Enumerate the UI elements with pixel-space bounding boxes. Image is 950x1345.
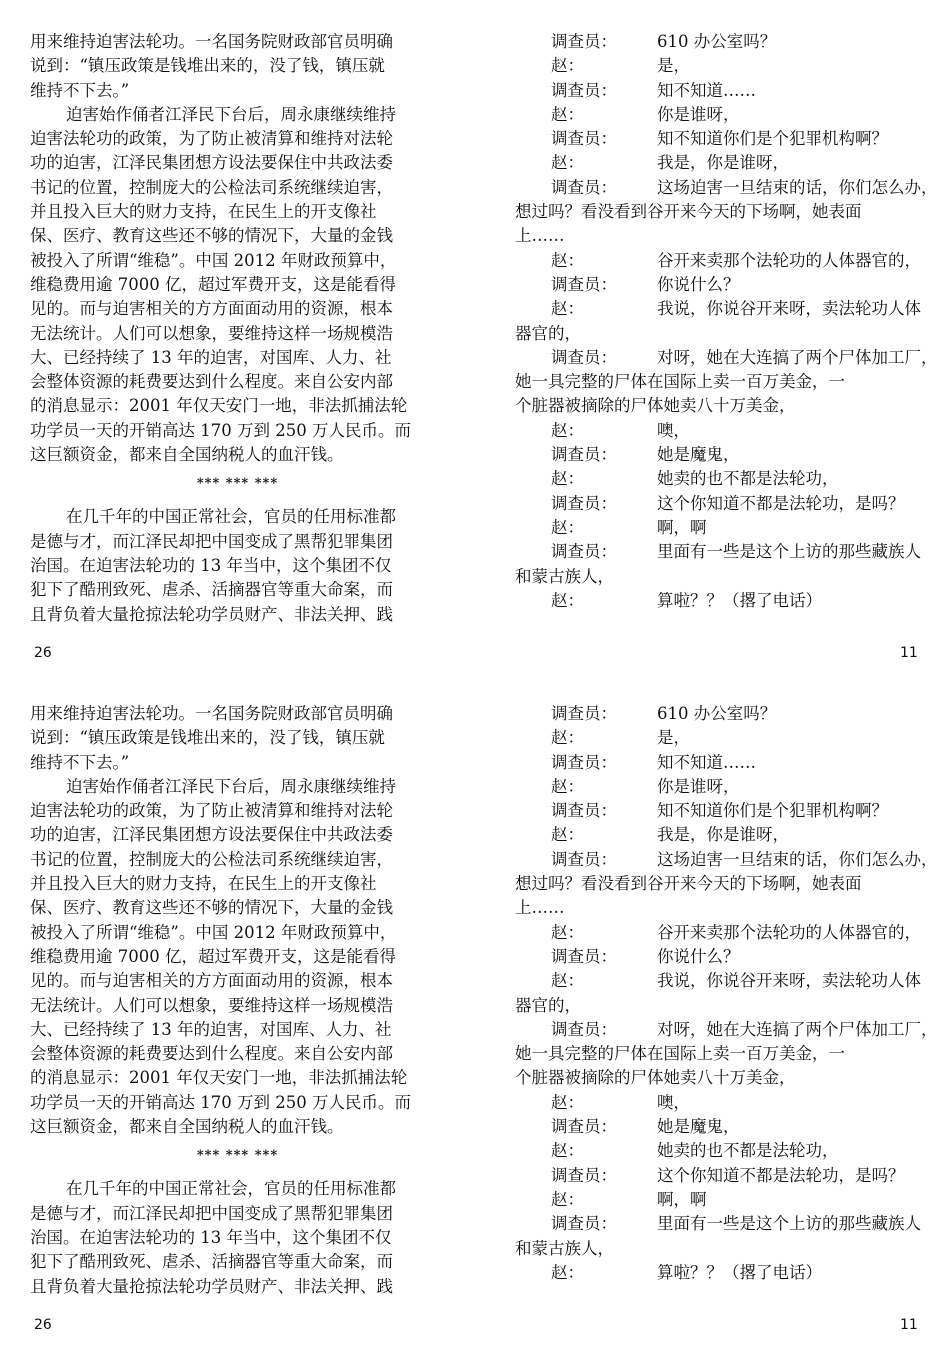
speaker-label: 赵： bbox=[551, 517, 584, 537]
page-spread-bottom bbox=[0, 672, 950, 1344]
utterance-text: 谷开来卖那个法轮功的人体器官的， bbox=[657, 250, 921, 270]
dialogue-line bbox=[515, 589, 920, 613]
speaker-label: 调查员： bbox=[551, 274, 617, 294]
text-line: 无法统计。人们可以想象，要维持这样一场规模浩 bbox=[30, 995, 393, 1015]
text-line: 在几千年的中国正常社会，官员的任用标准都 bbox=[66, 507, 396, 527]
dialogue-line bbox=[515, 945, 920, 969]
speaker-label: 调查员： bbox=[551, 177, 617, 197]
speaker-label: 调查员： bbox=[551, 801, 617, 821]
speaker-label: 调查员： bbox=[551, 1165, 617, 1185]
text-line: 保、医疗、教育这些还不够的情况下，大量的金钱 bbox=[30, 898, 393, 918]
utterance-continuation: 和蒙古族人， bbox=[515, 566, 614, 586]
utterance-continuation: 她一具完整的尸体在国际上卖一百万美金，一 bbox=[515, 372, 845, 392]
speaker-label: 赵： bbox=[551, 776, 584, 796]
utterance-text: 这个你知道不都是法轮功，是吗？ bbox=[657, 1165, 905, 1185]
speaker-label: 调查员： bbox=[551, 445, 617, 465]
page-number-right: 11 bbox=[900, 1317, 918, 1333]
dialogue-line bbox=[515, 249, 920, 273]
utterance-text: 这个你知道不都是法轮功，是吗？ bbox=[657, 493, 905, 513]
text-line: 是德与才，而江泽民却把中国变成了黑帮犯罪集团 bbox=[30, 1203, 393, 1223]
speaker-label: 调查员： bbox=[551, 493, 617, 513]
utterance-continuation: 上…… bbox=[515, 898, 565, 918]
utterance-text: 我是，你是谁呀， bbox=[657, 153, 789, 173]
speaker-label: 调查员： bbox=[551, 1214, 617, 1234]
dialogue-line bbox=[515, 467, 920, 491]
dialogue-line bbox=[515, 1115, 920, 1139]
dialogue-line bbox=[515, 54, 920, 78]
dialogue-line bbox=[515, 823, 920, 847]
text-line: 见的。而与迫害相关的方方面面动用的资源，根本 bbox=[30, 299, 393, 319]
dialogue-line bbox=[515, 297, 920, 321]
text-line: 并且投入巨大的财力支持，在民生上的开支像社 bbox=[30, 874, 377, 894]
utterance-text: 她是魔鬼， bbox=[657, 445, 740, 465]
dialogue-line bbox=[515, 775, 920, 799]
utterance-continuation: 上…… bbox=[515, 226, 565, 246]
dialogue-line bbox=[515, 969, 920, 993]
utterance-text: 噢， bbox=[657, 1092, 690, 1112]
text-line: 被投入了所谓“维稳”。中国 2012 年财政预算中， bbox=[30, 922, 397, 942]
speaker-label: 赵： bbox=[551, 1141, 584, 1161]
speaker-label: 赵： bbox=[551, 250, 584, 270]
speaker-label: 赵： bbox=[551, 1092, 584, 1112]
text-line: 这巨额资金，都来自全国纳税人的血汗钱。 bbox=[30, 1117, 344, 1137]
utterance-text: 谷开来卖那个法轮功的人体器官的， bbox=[657, 922, 921, 942]
utterance-continuation: 器官的， bbox=[515, 323, 581, 343]
text-line: 说到：“镇压政策是钱堆出来的，没了钱，镇压就 bbox=[30, 728, 385, 748]
utterance-text: 知不知道你们是个犯罪机构啊？ bbox=[657, 129, 888, 149]
speaker-label: 调查员： bbox=[551, 946, 617, 966]
right-column bbox=[515, 30, 938, 613]
left-column bbox=[30, 702, 445, 1299]
text-line: 被投入了所谓“维稳”。中国 2012 年财政预算中， bbox=[30, 250, 397, 270]
page-number-left: 26 bbox=[34, 1317, 52, 1333]
utterance-text: 你说什么？ bbox=[657, 274, 740, 294]
utterance-continuation: 想过吗？看没看到谷开来今天的下场啊，她表面 bbox=[515, 202, 862, 222]
speaker-label: 调查员： bbox=[551, 704, 617, 723]
utterance-text: 你是谁呀， bbox=[657, 104, 740, 124]
text-line: 迫害始作俑者江泽民下台后，周永康继续维持 bbox=[66, 776, 396, 796]
utterance-text: 里面有一些是这个上访的那些藏族人 bbox=[657, 1214, 921, 1234]
text-line: 的消息显示：2001 年仅天安门一地，非法抓捕法轮 bbox=[30, 396, 408, 416]
dialogue-line bbox=[515, 127, 920, 151]
text-line: 功学员一天的开销高达 170 万到 250 万人民币。而 bbox=[30, 420, 411, 440]
dialogue-line bbox=[515, 1188, 920, 1212]
text-line: 犯下了酷刑致死、虐杀、活摘器官等重大命案，而 bbox=[30, 580, 393, 600]
utterance-text: 算啦？？（撂了电话） bbox=[657, 1262, 822, 1282]
speaker-label: 赵： bbox=[551, 590, 584, 610]
text-line: 书记的位置，控制庞大的公检法司系统继续迫害， bbox=[30, 177, 393, 197]
text-line: 治国。在迫害法轮功的 13 年当中，这个集团不仅 bbox=[30, 555, 392, 575]
dialogue-line bbox=[515, 751, 920, 775]
text-line: 功的迫害，江泽民集团想方设法要保住中共政法委 bbox=[30, 825, 393, 845]
text-line: 书记的位置，控制庞大的公检法司系统继续迫害， bbox=[30, 849, 393, 869]
dialogue-line bbox=[515, 419, 920, 443]
utterance-text: 610 办公室吗？ bbox=[657, 704, 777, 723]
dialogue-line bbox=[515, 103, 920, 127]
text-line: 大、已经持续了 13 年的迫害，对国库、人力、社 bbox=[30, 347, 392, 367]
speaker-label: 赵： bbox=[551, 728, 584, 748]
text-line: 用来维持迫害法轮功。一名国务院财政部官员明确 bbox=[30, 32, 393, 51]
speaker-label: 调查员： bbox=[551, 80, 617, 100]
dialogue-line bbox=[515, 1261, 920, 1285]
text-line: 这巨额资金，都来自全国纳税人的血汗钱。 bbox=[30, 445, 344, 465]
dialogue-line bbox=[515, 726, 920, 750]
right-column bbox=[515, 702, 938, 1285]
page-spread-top bbox=[0, 0, 950, 672]
text-line: 并且投入巨大的财力支持，在民生上的开支像社 bbox=[30, 202, 377, 222]
text-line: 说到：“镇压政策是钱堆出来的，没了钱，镇压就 bbox=[30, 56, 385, 76]
text-line: 保、医疗、教育这些还不够的情况下，大量的金钱 bbox=[30, 226, 393, 246]
dialogue-line bbox=[515, 702, 920, 726]
utterance-continuation: 想过吗？看没看到谷开来今天的下场啊，她表面 bbox=[515, 874, 862, 894]
text-line: 迫害法轮功的政策，为了防止被清算和维持对法轮 bbox=[30, 129, 393, 149]
left-column bbox=[30, 30, 445, 627]
text-line: 会整体资源的耗费要达到什么程度。来自公安内部 bbox=[30, 1044, 393, 1064]
utterance-text: 我说，你说谷开来呀，卖法轮功人体 bbox=[657, 971, 921, 991]
dialogue-line bbox=[515, 79, 920, 103]
text-line: 迫害始作俑者江泽民下台后，周永康继续维持 bbox=[66, 104, 396, 124]
speaker-label: 赵： bbox=[551, 104, 584, 124]
speaker-label: 赵： bbox=[551, 1262, 584, 1282]
utterance-text: 你说什么？ bbox=[657, 946, 740, 966]
utterance-text: 她卖的也不都是法轮功， bbox=[657, 469, 839, 489]
text-line: 维持不下去。” bbox=[30, 752, 130, 772]
utterance-text: 啊，啊 bbox=[657, 517, 707, 537]
speaker-label: 赵： bbox=[551, 469, 584, 489]
dialogue-line bbox=[515, 176, 938, 200]
speaker-label: 赵： bbox=[551, 420, 584, 440]
section-separator: *** *** *** bbox=[196, 1148, 279, 1164]
text-line: 犯下了酷刑致死、虐杀、活摘器官等重大命案，而 bbox=[30, 1252, 393, 1272]
speaker-label: 调查员： bbox=[551, 542, 617, 562]
speaker-label: 调查员： bbox=[551, 1117, 617, 1137]
speaker-label: 调查员： bbox=[551, 347, 617, 367]
dialogue-line bbox=[515, 516, 920, 540]
text-line: 且背负着大量抢掠法轮功学员财产、非法关押、践 bbox=[30, 604, 393, 624]
utterance-text: 噢， bbox=[657, 420, 690, 440]
utterance-text: 我说，你说谷开来呀，卖法轮功人体 bbox=[657, 299, 921, 319]
speaker-label: 调查员： bbox=[551, 129, 617, 149]
utterance-text: 这场迫害一旦结束的话，你们怎么办， bbox=[657, 849, 938, 869]
speaker-label: 调查员： bbox=[551, 752, 617, 772]
speaker-label: 赵： bbox=[551, 56, 584, 76]
text-line: 会整体资源的耗费要达到什么程度。来自公安内部 bbox=[30, 372, 393, 392]
speaker-label: 调查员： bbox=[551, 1019, 617, 1039]
utterance-text: 我是，你是谁呀， bbox=[657, 825, 789, 845]
utterance-text: 这场迫害一旦结束的话，你们怎么办， bbox=[657, 177, 938, 197]
dialogue-line bbox=[515, 30, 920, 54]
utterance-text: 算啦？？（撂了电话） bbox=[657, 590, 822, 610]
dialogue-line bbox=[515, 1139, 920, 1163]
dialogue-line bbox=[515, 492, 920, 516]
utterance-text: 知不知道…… bbox=[657, 752, 756, 772]
utterance-continuation: 器官的， bbox=[515, 995, 581, 1015]
dialogue-line bbox=[515, 273, 920, 297]
dialogue-line bbox=[515, 921, 920, 945]
text-line: 见的。而与迫害相关的方方面面动用的资源，根本 bbox=[30, 971, 393, 991]
dialogue-line bbox=[515, 1091, 920, 1115]
page-number-right: 11 bbox=[900, 645, 918, 661]
speaker-label: 赵： bbox=[551, 825, 584, 845]
utterance-continuation: 个脏器被摘除的尸体她卖八十万美金， bbox=[515, 396, 796, 416]
speaker-label: 调查员： bbox=[551, 32, 617, 51]
dialogue-line bbox=[515, 799, 920, 823]
dialogue-line bbox=[515, 346, 938, 370]
speaker-label: 赵： bbox=[551, 971, 584, 991]
text-line: 维稳费用逾 7000 亿，超过军费开支，这是能看得 bbox=[30, 274, 396, 294]
utterance-text: 是， bbox=[657, 728, 690, 748]
text-line: 维稳费用逾 7000 亿，超过军费开支，这是能看得 bbox=[30, 946, 396, 966]
speaker-label: 调查员： bbox=[551, 849, 617, 869]
text-line: 是德与才，而江泽民却把中国变成了黑帮犯罪集团 bbox=[30, 531, 393, 551]
utterance-text: 她是魔鬼， bbox=[657, 1117, 740, 1137]
utterance-continuation: 和蒙古族人， bbox=[515, 1238, 614, 1258]
dialogue-line bbox=[515, 1212, 920, 1236]
utterance-text: 对呀，她在大连搞了两个尸体加工厂， bbox=[657, 347, 938, 367]
text-line: 且背负着大量抢掠法轮功学员财产、非法关押、践 bbox=[30, 1276, 393, 1296]
text-line: 治国。在迫害法轮功的 13 年当中，这个集团不仅 bbox=[30, 1227, 392, 1247]
text-line: 用来维持迫害法轮功。一名国务院财政部官员明确 bbox=[30, 704, 393, 723]
section-separator: *** *** *** bbox=[196, 476, 279, 492]
text-line: 维持不下去。” bbox=[30, 80, 130, 100]
utterance-text: 你是谁呀， bbox=[657, 776, 740, 796]
text-line: 无法统计。人们可以想象，要维持这样一场规模浩 bbox=[30, 323, 393, 343]
page-number-left: 26 bbox=[34, 645, 52, 661]
utterance-continuation: 个脏器被摘除的尸体她卖八十万美金， bbox=[515, 1068, 796, 1088]
utterance-text: 对呀，她在大连搞了两个尸体加工厂， bbox=[657, 1019, 938, 1039]
speaker-label: 赵： bbox=[551, 1189, 584, 1209]
utterance-text: 啊，啊 bbox=[657, 1189, 707, 1209]
text-line: 在几千年的中国正常社会，官员的任用标准都 bbox=[66, 1179, 396, 1199]
text-line: 迫害法轮功的政策，为了防止被清算和维持对法轮 bbox=[30, 801, 393, 821]
dialogue-line bbox=[515, 443, 920, 467]
dialogue-line bbox=[515, 1018, 938, 1042]
text-line: 功学员一天的开销高达 170 万到 250 万人民币。而 bbox=[30, 1092, 411, 1112]
dialogue-line bbox=[515, 151, 920, 175]
text-line: 的消息显示：2001 年仅天安门一地，非法抓捕法轮 bbox=[30, 1068, 408, 1088]
dialogue-line bbox=[515, 848, 938, 872]
utterance-text: 是， bbox=[657, 56, 690, 76]
text-line: 功的迫害，江泽民集团想方设法要保住中共政法委 bbox=[30, 153, 393, 173]
utterance-text: 知不知道你们是个犯罪机构啊？ bbox=[657, 801, 888, 821]
utterance-text: 知不知道…… bbox=[657, 80, 756, 100]
utterance-continuation: 她一具完整的尸体在国际上卖一百万美金，一 bbox=[515, 1044, 845, 1064]
utterance-text: 里面有一些是这个上访的那些藏族人 bbox=[657, 542, 921, 562]
dialogue-line bbox=[515, 1164, 920, 1188]
dialogue-line bbox=[515, 540, 920, 564]
text-line: 大、已经持续了 13 年的迫害，对国库、人力、社 bbox=[30, 1019, 392, 1039]
speaker-label: 赵： bbox=[551, 153, 584, 173]
utterance-text: 她卖的也不都是法轮功， bbox=[657, 1141, 839, 1161]
utterance-text: 610 办公室吗？ bbox=[657, 32, 777, 51]
speaker-label: 赵： bbox=[551, 299, 584, 319]
speaker-label: 赵： bbox=[551, 922, 584, 942]
